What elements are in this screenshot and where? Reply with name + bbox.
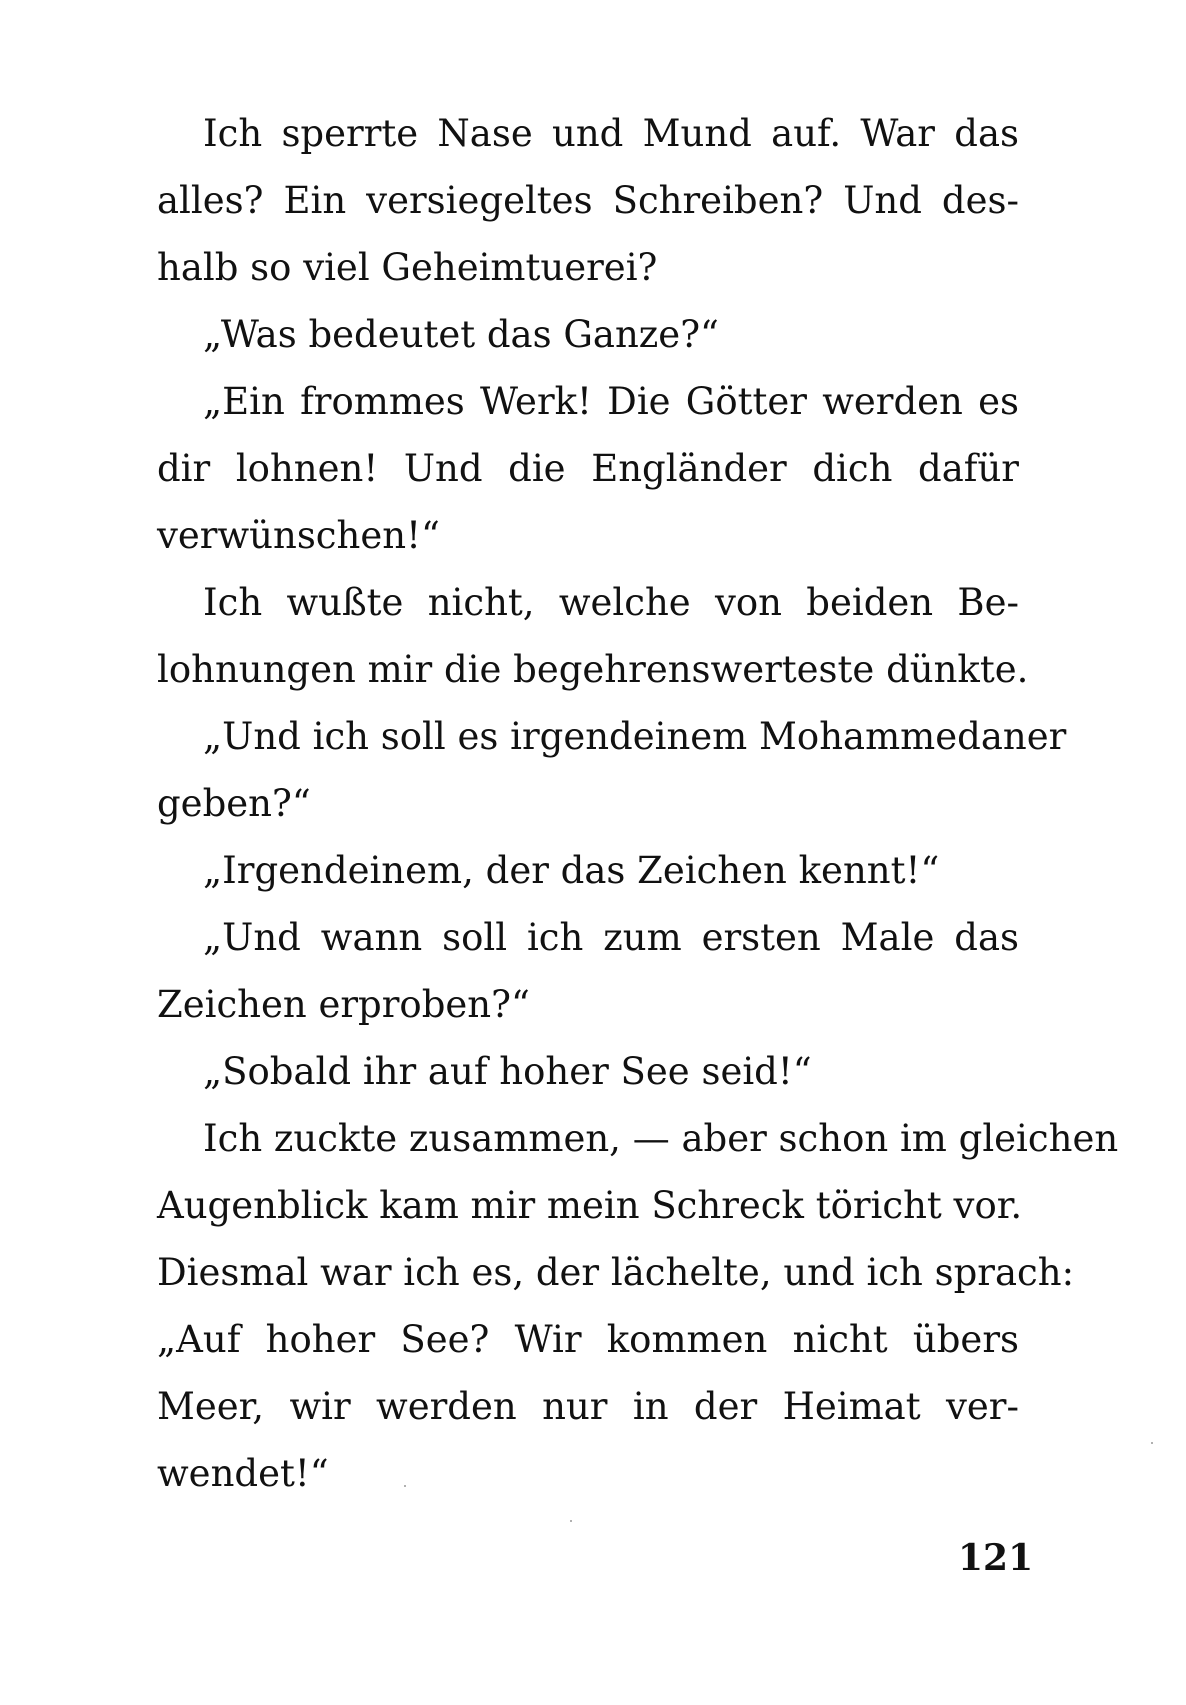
text-line: dir lohnen! Und die Engländer dich dafür <box>157 447 1019 490</box>
text-line: „Ein frommes Werk! Die Götter werden es <box>203 380 1019 423</box>
text-line: alles? Ein versiegeltes Schreiben? Und des- <box>157 179 1019 222</box>
text-line: Ich wußte nicht, welche von beiden Be- <box>203 581 1019 624</box>
text-line: Zeichen erproben?“ <box>157 983 530 1026</box>
text-line: „Irgendeinem, der das Zeichen kennt!“ <box>203 849 940 892</box>
print-speck <box>570 1520 572 1522</box>
text-line: verwünschen!“ <box>157 514 440 557</box>
text-line: lohnungen mir die begehrenswerteste dünkte. <box>157 648 1029 691</box>
text-line: geben?“ <box>157 782 311 825</box>
text-line: wendet!“ <box>157 1452 329 1495</box>
text-line: „Auf hoher See? Wir kommen nicht übers <box>157 1318 1019 1361</box>
text-line: „Was bedeutet das Ganze?“ <box>203 313 719 356</box>
text-line: Ich zuckte zusammen, — aber schon im gleichen <box>203 1117 1119 1160</box>
print-speck <box>1151 1442 1153 1444</box>
text-line: Meer, wir werden nur in der Heimat ver- <box>157 1385 1019 1428</box>
print-speck <box>404 1485 406 1487</box>
text-line: „Und ich soll es irgendeinem Mohammedaner <box>203 715 1067 758</box>
body-text <box>157 100 1119 1507</box>
text-line: Ich sperrte Nase und Mund auf. War das <box>203 112 1019 155</box>
text-line: halb so viel Geheimtuerei? <box>157 246 658 289</box>
text-line: „Und wann soll ich zum ersten Male das <box>203 916 1019 959</box>
text-line: Diesmal war ich es, der lächelte, und ich sprach: <box>157 1251 1075 1294</box>
page-number: 121 <box>958 1537 1034 1579</box>
text-line: „Sobald ihr auf hoher See seid!“ <box>203 1050 812 1093</box>
text-line: Augenblick kam mir mein Schreck töricht vor. <box>157 1184 1023 1227</box>
